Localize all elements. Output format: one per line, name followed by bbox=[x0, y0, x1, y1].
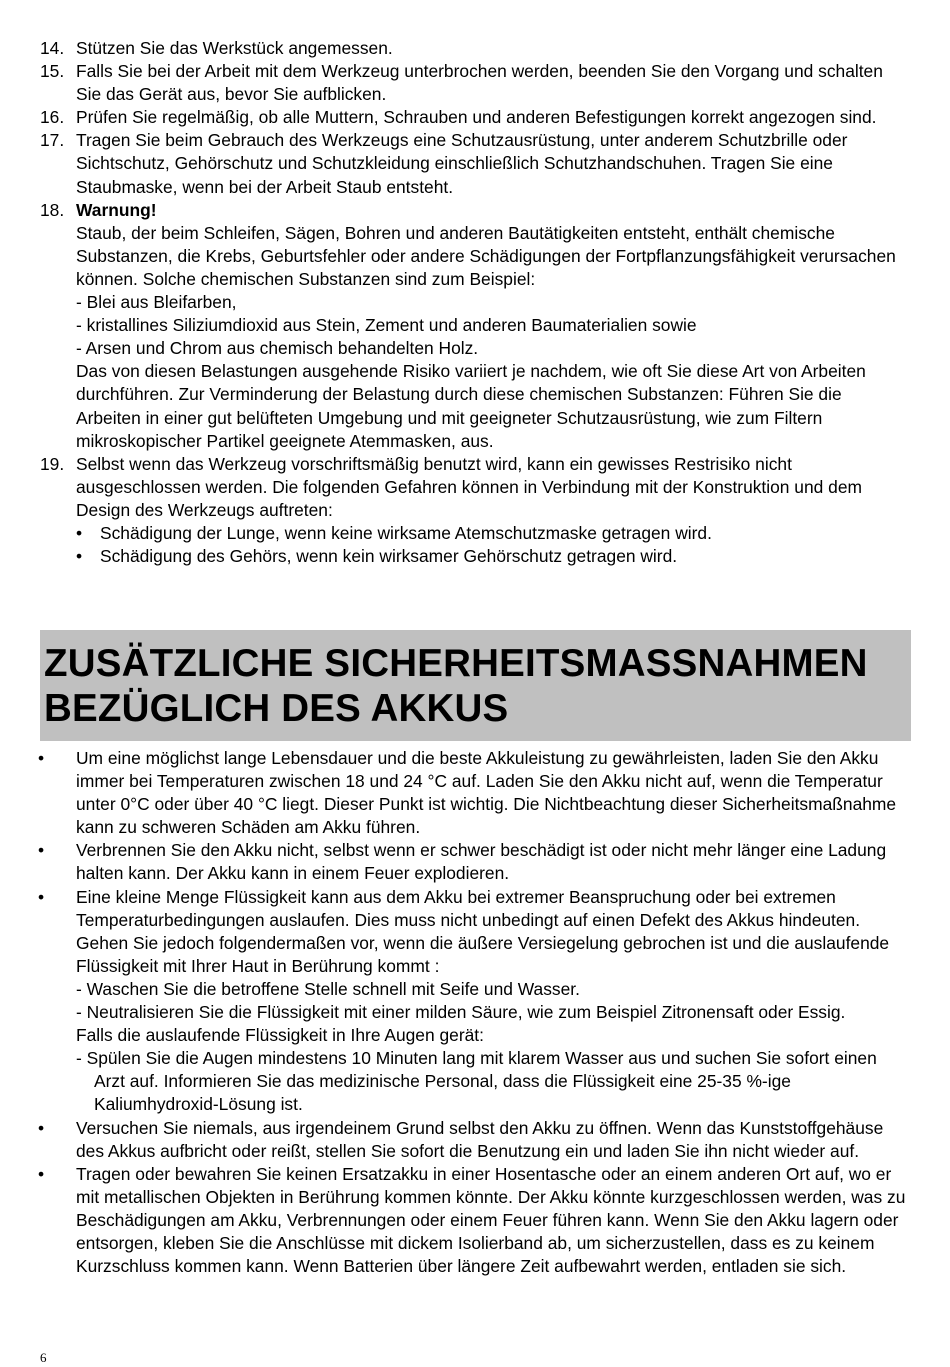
akku-safety-list bbox=[0, 747, 950, 1278]
item-number: 16. bbox=[40, 107, 65, 128]
warning-intro: Staub, der beim Schleifen, Sägen, Bohren und anderen Bautätigkeiten entsteht, enthält chemische Substanzen, die Krebs, Geburtsfehler oder andere Schädigungen der Fortpflanzungsfähigkeit verursachen können. Solche chemischen Substanzen sind zum Beispiel: bbox=[76, 222, 896, 289]
bullet-text: Eine kleine Menge Flüssigkeit kann aus dem Akku bei extremer Beanspruchung oder bei extremen Temperaturbedingungen auslaufen. Dies muss nicht unbedingt auf einen Defekt des Akkus hindeuten. Gehen Sie jedoch folgendermaßen vor, wenn die äußere Versiegelung gebrochen ist und die auslaufende Flüssigkeit mit Ihrer Haut in Berührung kommt : bbox=[76, 886, 890, 976]
item-number: 19. bbox=[40, 453, 65, 474]
bullet-icon: • bbox=[38, 748, 45, 768]
bullet-icon: • bbox=[38, 886, 45, 907]
akku-bullet-4 bbox=[0, 1117, 911, 1163]
bullet-text: Schädigung der Lunge, wenn keine wirksame Atemschutzmaske getragen wird. bbox=[100, 522, 712, 543]
dash-item: - Arsen und Chrom aus chemisch behandelten Holz. bbox=[76, 338, 479, 359]
bullet-icon: • bbox=[76, 546, 83, 567]
item-number: 18. bbox=[40, 199, 65, 220]
hazard-bullet bbox=[76, 545, 906, 568]
item-text: Prüfen Sie regelmäßig, ob alle Muttern, Schrauben und anderen Befestigungen korrekt angezogen sind. bbox=[76, 107, 877, 128]
list-item-17 bbox=[0, 129, 906, 198]
heading-line-2: BEZÜGLICH DES AKKUS bbox=[44, 687, 509, 730]
bullet-text: Verbrennen Sie den Akku nicht, selbst wenn er schwer beschädigt ist oder nicht mehr länger eine Ladung halten kann. Der Akku kann in einem Feuer explodieren. bbox=[76, 840, 887, 884]
eyes-text: Falls die auslaufende Flüssigkeit in Ihre Augen gerät: bbox=[76, 1025, 484, 1046]
item-text: Falls Sie bei der Arbeit mit dem Werkzeug unterbrochen werden, beenden Sie den Vorgang und schalten Sie das Gerät aus, bevor Sie aufblicken. bbox=[76, 61, 883, 105]
list-item-14 bbox=[0, 37, 906, 60]
bullet-icon: • bbox=[76, 522, 83, 543]
page-body bbox=[0, 37, 950, 568]
item-number: 14. bbox=[40, 38, 65, 58]
dash-item: - kristallines Siliziumdioxid aus Stein, Zement und anderen Baumaterialien sowie bbox=[76, 315, 697, 336]
list-item-16 bbox=[0, 106, 906, 129]
bullet-text: Tragen oder bewahren Sie keinen Ersatzakku in einer Hosentasche oder an einem anderen Ort auf, wo er mit metallischen Objekten in Berührung kommen könnte. Der Akku könnte kurzgeschlossen werden, was zu Beschädigungen am Akku, Verbrennungen oder einem Feuer führen kann. Wenn Sie den Akku lagern oder entsorgen, kleben Sie die Anschlüsse mit dickem Isolierband ab, um sicherzustellen, dass es zu keinem Kurzschluss kommen kann. Wenn Batterien über längere Zeit aufbewahrt werden, entladen sie sich. bbox=[76, 1163, 906, 1277]
item-text: Tragen Sie beim Gebrauch des Werkzeugs eine Schutzausrüstung, unter anderem Schutzbrille oder Sichtschutz, Gehörschutz und Schutzkleidung einschließlich Schutzhandschuhen. Tragen Sie eine Staubmaske, wenn bei der Arbeit Staub entsteht. bbox=[76, 130, 848, 197]
hazard-bullet bbox=[76, 522, 906, 545]
akku-bullet-5 bbox=[0, 1163, 911, 1278]
akku-bullet-3 bbox=[0, 886, 911, 1117]
dash-item: - Neutralisieren Sie die Flüssigkeit mit einer milden Säure, wie zum Beispiel Zitronensaft oder Essig. bbox=[76, 1002, 846, 1023]
bullet-text: Schädigung des Gehörs, wenn kein wirksamer Gehörschutz getragen wird. bbox=[100, 546, 678, 567]
warning-outro: Das von diesen Belastungen ausgehende Risiko variiert je nachdem, wie oft Sie diese Art von Arbeiten durchführen. Zur Verminderung der Belastung durch diese chemischen Substanzen: Führen Sie die Arbeiten in einer gut belüfteten Umgebung und mit geeigneter Schutzausrüstung, wie zum Filtern mikroskopischer Partikel geeignete Atemmasken, aus. bbox=[76, 361, 866, 451]
akku-bullet-1 bbox=[0, 747, 911, 839]
section-heading bbox=[40, 630, 911, 731]
list-item-19 bbox=[0, 453, 906, 568]
dash-item: - Spülen Sie die Augen mindestens 10 Minuten lang mit klarem Wasser aus und suchen Sie sofort einen Arzt auf. Informieren Sie das medizinische Personal, dass die Flüssigkeit eine 25-35 %-ige Kaliumhydroxid-Lösung ist. bbox=[76, 1048, 877, 1115]
item-text: Stützen Sie das Werkstück angemessen. bbox=[76, 38, 393, 58]
bullet-text: Um eine möglichst lange Lebensdauer und die beste Akkuleistung zu gewährleisten, laden Sie den Akku immer bei Temperaturen zwischen 18 und 24 °C auf. Laden Sie den Akku nicht auf, wenn die Temperatur unter 0°C oder über 40 °C liegt. Dieser Punkt ist wichtig. Die Nichtbeachtung dieser Sicherheitsmaßnahme kann zu schweren Schäden am Akku führen. bbox=[76, 748, 897, 838]
page-number: 6 bbox=[40, 1350, 47, 1365]
akku-bullet-2 bbox=[0, 839, 911, 885]
item-number: 15. bbox=[40, 61, 65, 82]
warning-label: Warnung! bbox=[76, 199, 157, 220]
section-heading-box bbox=[40, 630, 911, 741]
bullet-icon: • bbox=[38, 1163, 45, 1184]
bullet-icon: • bbox=[38, 840, 45, 861]
bullet-icon: • bbox=[38, 1117, 45, 1138]
dash-item: - Blei aus Bleifarben, bbox=[76, 292, 237, 313]
list-item-15 bbox=[0, 60, 906, 106]
list-item-18 bbox=[0, 199, 906, 453]
heading-line-1: ZUSÄTZLICHE SICHERHEITSMASSNAHMEN bbox=[44, 642, 868, 685]
item-number: 17. bbox=[40, 130, 65, 151]
item-text: Selbst wenn das Werkzeug vorschriftsmäßig benutzt wird, kann ein gewisses Restrisiko nicht ausgeschlossen werden. Die folgenden Gefahren können in Verbindung mit der Konstruktion und dem Design des Werkzeugs auftreten: bbox=[76, 453, 862, 520]
bullet-text: Versuchen Sie niemals, aus irgendeinem Grund selbst den Akku zu öffnen. Wenn das Kunststoffgehäuse des Akkus aufbricht oder reißt, stellen Sie sofort die Benutzung ein und laden Sie ihn nicht wieder auf. bbox=[76, 1117, 884, 1161]
dash-item: - Waschen Sie die betroffene Stelle schnell mit Seife und Wasser. bbox=[76, 978, 580, 999]
